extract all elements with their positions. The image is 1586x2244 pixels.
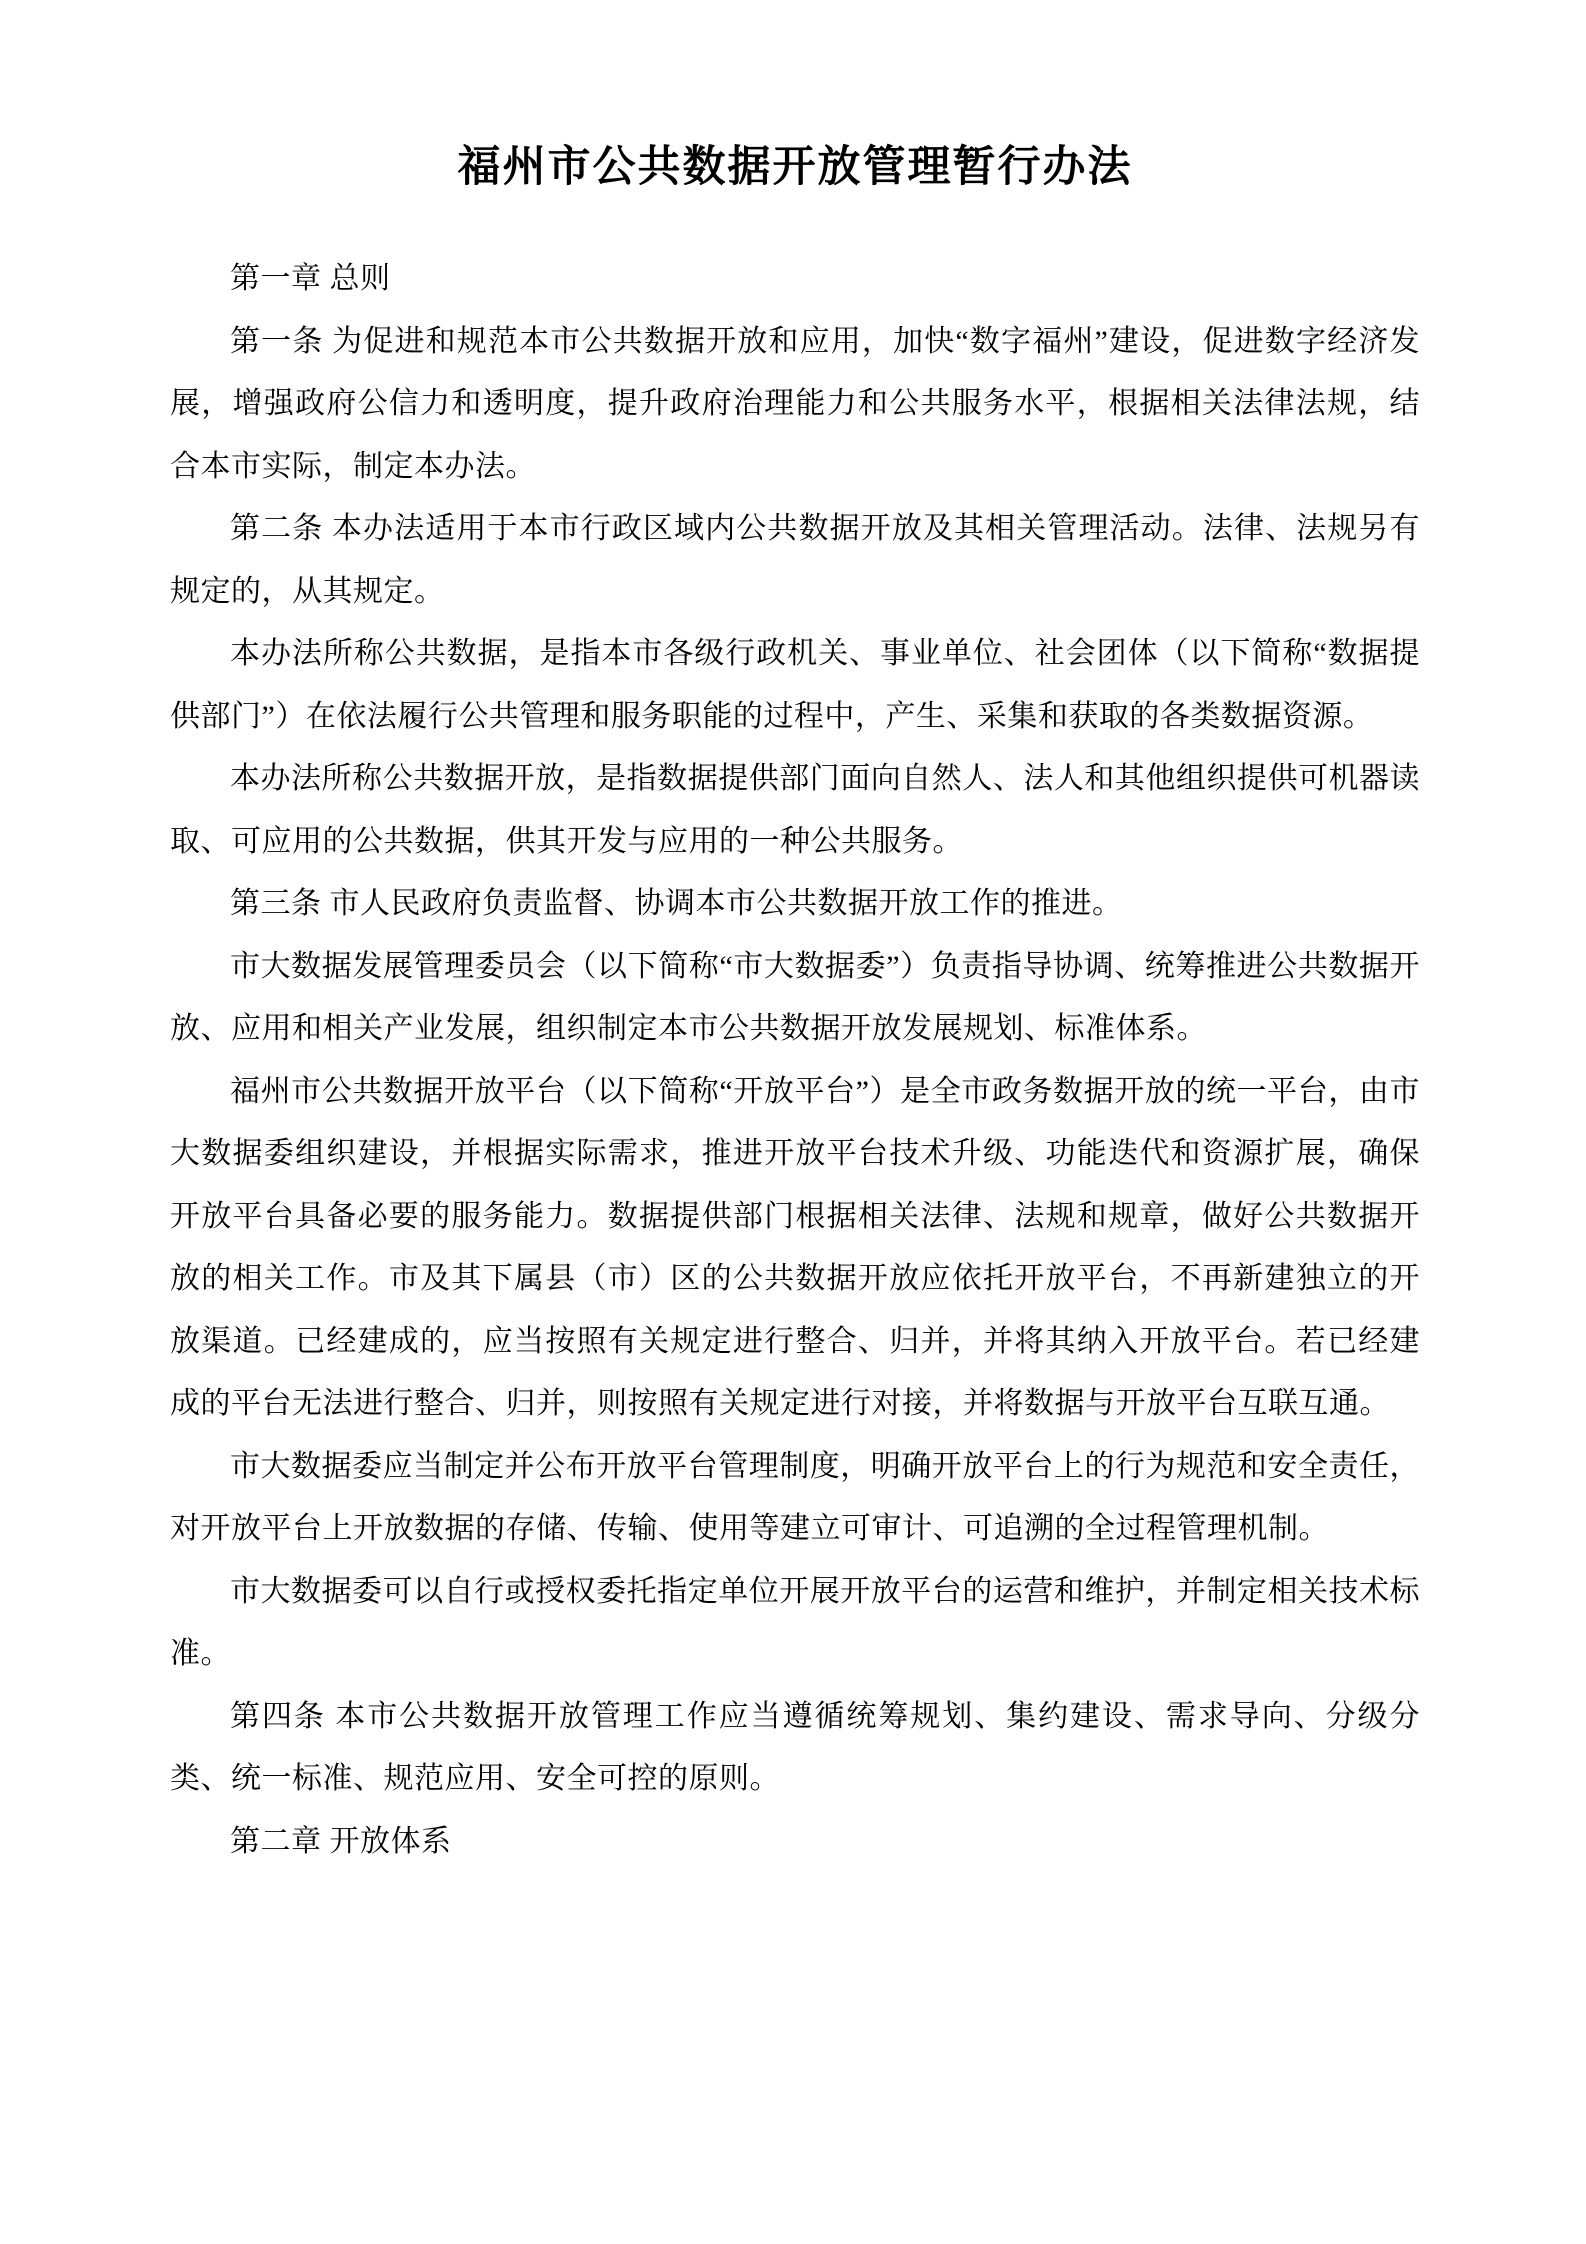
paragraph: 市大数据委应当制定并公布开放平台管理制度，明确开放平台上的行为规范和安全责任，对开放平台上开放数据的存储、传输、使用等建立可审计、可追溯的全过程管理机制。 <box>170 1449 1420 1545</box>
paragraph: 第二条 本办法适用于本市行政区域内公共数据开放及其相关管理活动。法律、法规另有规定的，从其规定。 <box>170 512 1420 608</box>
paragraph: 第一条 为促进和规范本市公共数据开放和应用，加快“数字福州”建设，促进数字经济发展，增强政府公信力和透明度，提升政府治理能力和公共服务水平，根据相关法律法规，结合本市实际，制定本办法。 <box>170 324 1420 483</box>
paragraph: 本办法所称公共数据，是指本市各级行政机关、事业单位、社会团体（以下简称“数据提供部门”）在依法履行公共管理和服务职能的过程中，产生、采集和获取的各类数据资源。 <box>170 637 1420 733</box>
paragraph: 市大数据委可以自行或授权委托指定单位开展开放平台的运营和维护，并制定相关技术标准。 <box>170 1574 1420 1670</box>
paragraph: 第四条 本市公共数据开放管理工作应当遵循统筹规划、集约建设、需求导向、分级分类、统一标准、规范应用、安全可控的原则。 <box>170 1699 1420 1795</box>
paragraph: 市大数据发展管理委员会（以下简称“市大数据委”）负责指导协调、统筹推进公共数据开放、应用和相关产业发展，组织制定本市公共数据开放发展规划、标准体系。 <box>170 949 1420 1045</box>
paragraph: 第三条 市人民政府负责监督、协调本市公共数据开放工作的推进。 <box>230 887 1123 920</box>
document-title: 福州市公共数据开放管理暂行办法 <box>457 144 1133 191</box>
chapter-heading: 第一章 总则 <box>230 262 391 295</box>
chapter-heading: 第二章 开放体系 <box>230 1824 452 1858</box>
paragraph: 本办法所称公共数据开放，是指数据提供部门面向自然人、法人和其他组织提供可机器读取、可应用的公共数据，供其开发与应用的一种公共服务。 <box>170 762 1420 858</box>
paragraph: 福州市公共数据开放平台（以下简称“开放平台”）是全市政务数据开放的统一平台，由市大数据委组织建设，并根据实际需求，推进开放平台技术升级、功能迭代和资源扩展，确保开放平台具备必要的服务能力。数据提供部门根据相关法律、法规和规章，做好公共数据开放的相关工作。市及其下属县（市）区的公共数据开放应依托开放平台，不再新建独立的开放渠道。已经建成的，应当按照有关规定进行整合、归并，并将其纳入开放平台。若已经建成的平台无法进行整合、归并，则按照有关规定进行对接，并将数据与开放平台互联互通。 <box>170 1074 1420 1420</box>
document-body <box>170 248 1420 1873</box>
